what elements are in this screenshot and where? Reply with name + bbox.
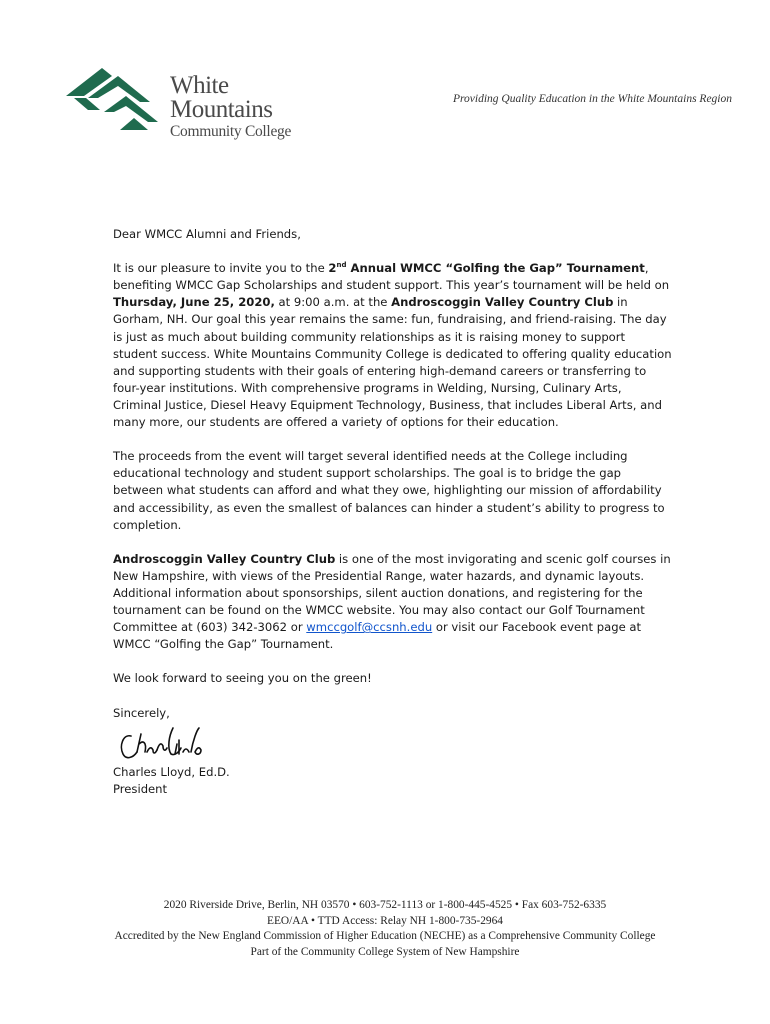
tagline: Providing Quality Education in the White Mountains Region [452, 93, 732, 105]
footer-accreditation: Accredited by the New England Commission of Higher Education (NECHE) as a Comprehensive Community College [114, 930, 656, 942]
logo-line-3: Community College [170, 123, 292, 140]
p1-event-title: Annual WMCC “Golfing the Gap” Tournament [346, 261, 645, 276]
college-logo [66, 68, 306, 152]
logo-line-2: Mountains [170, 96, 273, 123]
p1-text-3: at 9:00 a.m. at the [274, 295, 392, 310]
footer-system: Part of the Community College System of New Hampshire [250, 945, 520, 958]
p1-text-1: It is our pleasure to invite you to the [113, 261, 329, 276]
paragraph-invitation [113, 260, 673, 431]
p1-event-ordinal: 2 [328, 261, 337, 276]
mountains-logo-icon [66, 68, 166, 132]
p1-text-4: in Gorham, NH. Our goal this year remains the same: fun, fundraising, and friend-raising. The day is just as much about building community relationships as it is raising money to support student success. White Mountains Community College is dedicated to offering quality education and supporting students with their goals of entering high-demand careers or transferring to four-year institutions. With comprehensive programs in Welding, Nursing, Culinary Arts, Criminal Justice, Diesel Heavy Equipment Technology, Business, that includes Liberal Arts, and many more, our students are offered a variety of options for their education. [113, 295, 672, 430]
p3-venue: Androscoggin Valley Country Club [113, 551, 336, 566]
p1-event-date: Thursday, June 25, 2020, [113, 295, 275, 310]
letter-body [113, 226, 673, 798]
p1-text-2: , benefiting WMCC Gap Scholarships and student support. This year’s tournament will be held on [113, 261, 670, 293]
p1-event-ordinal-suffix: nd [336, 261, 347, 270]
paragraph-proceeds: The proceeds from the event will target several identified needs at the College including educational technology and student support scholarships. The goal is to bridge the gap between what students can afford and what they owe, highlighting our mission of affordability and accessibility, as even the smallest of balances can hinder a student’s ability to progress to completion. [113, 449, 665, 532]
p3-text-2: or visit our Facebook event page at WMCC “Golfing the Gap” Tournament. [113, 620, 642, 652]
signer-title: President [113, 781, 168, 796]
paragraph-venue [113, 551, 673, 654]
footer [0, 898, 770, 960]
signature-image [117, 722, 207, 766]
email-link[interactable]: wmccgolf@ccsnh.edu [306, 620, 433, 635]
logo-wordmark [170, 74, 291, 142]
p1-event-name [328, 261, 644, 275]
footer-eeo: EEO/AA • TTD Access: Relay NH 1-800-735-2964 [267, 914, 503, 927]
valediction: Sincerely, [113, 705, 170, 720]
salutation: Dear WMCC Alumni and Friends, [113, 227, 301, 241]
p1-venue: Androscoggin Valley Country Club [391, 295, 614, 310]
closing-line: We look forward to seeing you on the green! [113, 671, 372, 686]
signer-name: Charles Lloyd, Ed.D. [113, 764, 230, 779]
logo-line-1: White [170, 72, 229, 99]
p3-text-1: is one of the most invigorating and scenic golf courses in New Hampshire, with views of the Presidential Range, water hazards, and dynamic layouts. Additional information about sponsorships, silent auction donations, and registering for the tournament can be found on the WMCC website. You may also contact our Golf Tournament Committee at (603) 342-3062 or [113, 551, 671, 635]
footer-address: 2020 Riverside Drive, Berlin, NH 03570 • 603-752-1113 or 1-800-445-4525 • Fax 603-752-6335 [163, 899, 607, 911]
